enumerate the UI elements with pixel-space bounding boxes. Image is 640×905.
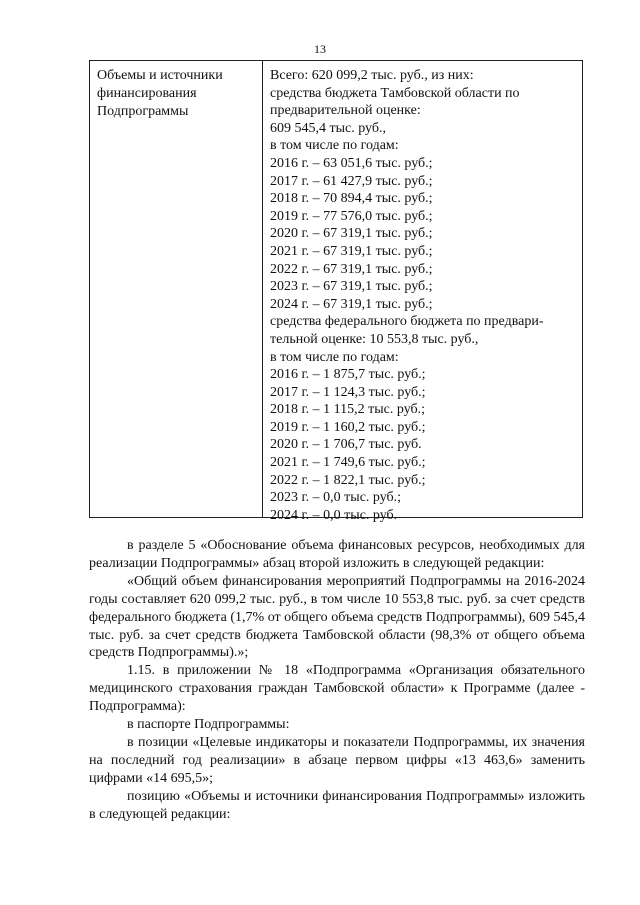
table-value-line: 2017 г. – 61 427,9 тыс. руб.;	[270, 173, 433, 189]
table-value-line: 2016 г. – 1 875,7 тыс. руб.;	[270, 367, 426, 383]
body-paragraph: в паспорте Подпрограммы:	[127, 717, 290, 733]
table-value-line: Всего: 620 099,2 тыс. руб., из них:	[270, 68, 474, 83]
table-value-line: 2020 г. – 1 706,7 тыс. руб.	[270, 437, 422, 453]
page-number: 13	[314, 42, 326, 56]
body-paragraph: позицию «Объемы и источники финансирования Подпрограммы» изложить в следующей редакции:	[89, 788, 585, 822]
financing-table	[89, 60, 583, 523]
table-value-line: 2021 г. – 1 749,6 тыс. руб.;	[270, 455, 426, 471]
table-value-line: 2022 г. – 67 319,1 тыс. руб.;	[270, 261, 433, 277]
table-value-line: 609 545,4 тыс. руб.,	[270, 120, 386, 136]
table-value-line: 2016 г. – 63 051,6 тыс. руб.;	[270, 155, 433, 171]
table-value-line: 2019 г. – 77 576,0 тыс. руб.;	[270, 208, 433, 224]
table-value-line: средства бюджета Тамбовской области по	[270, 85, 520, 101]
table-value-line: 2019 г. – 1 160,2 тыс. руб.;	[270, 419, 426, 435]
document-body	[89, 537, 585, 824]
table-column-divider	[262, 61, 263, 517]
body-paragraph: 1.15. в приложении № 18 «Подпрограмма «Организация обязательного медицинского страхования граждан Тамбовской области» к Программе (далее - Подпрограмма):	[89, 663, 585, 715]
table-value-cell	[270, 67, 580, 524]
body-paragraph: в позиции «Целевые индикаторы и показатели Подпрограммы, их значения на последний год реализации» в абзаце первом цифры «13 463,6» заменить цифрами «14 695,5»;	[89, 734, 585, 786]
table-label-cell: Объемы и источники финансирования Подпрограммы	[97, 68, 223, 119]
table-value-line: 2017 г. – 1 124,3 тыс. руб.;	[270, 384, 426, 400]
body-paragraph: «Общий объем финансирования мероприятий Подпрограммы на 2016-2024 годы составляет 620 099,2 тыс. руб., в том числе 10 553,8 тыс. руб. за счет средств федерального бюджета (1,7% от общего объема средств Подпрограммы), 609 545,4 тыс. руб. за счет средств бюджета Тамбовской области (98,3% от общего объема средств Подпрограммы).»;	[89, 573, 585, 661]
table-value-line: тельной оценке: 10 553,8 тыс. руб.,	[270, 331, 479, 347]
table-value-line: 2020 г. – 67 319,1 тыс. руб.;	[270, 226, 433, 242]
table-value-line: в том числе по годам:	[270, 349, 399, 365]
table-value-line: 2024 г. – 67 319,1 тыс. руб.;	[270, 296, 433, 312]
table-value-line: 2023 г. – 0,0 тыс. руб.;	[270, 490, 402, 506]
table-value-line: 2018 г. – 1 115,2 тыс. руб.;	[270, 402, 426, 418]
body-paragraph: в разделе 5 «Обоснование объема финансовых ресурсов, необходимых для реализации Подпрограммы» абзац второй изложить в следующей редакции:	[89, 538, 585, 571]
table-value-line: предварительной оценке:	[270, 103, 421, 119]
table-value-line: 2022 г. – 1 822,1 тыс. руб.;	[270, 472, 426, 488]
table-value-line: 2023 г. – 67 319,1 тыс. руб.;	[270, 279, 433, 295]
table-value-line: в том числе по годам:	[270, 138, 399, 154]
table-value-line: 2021 г. – 67 319,1 тыс. руб.;	[270, 243, 433, 259]
table-value-line: средства федерального бюджета по предвари-	[270, 314, 544, 330]
table-value-line: 2018 г. – 70 894,4 тыс. руб.;	[270, 191, 433, 207]
table-value-line: 2024 г. – 0,0 тыс. руб.	[270, 507, 398, 523]
